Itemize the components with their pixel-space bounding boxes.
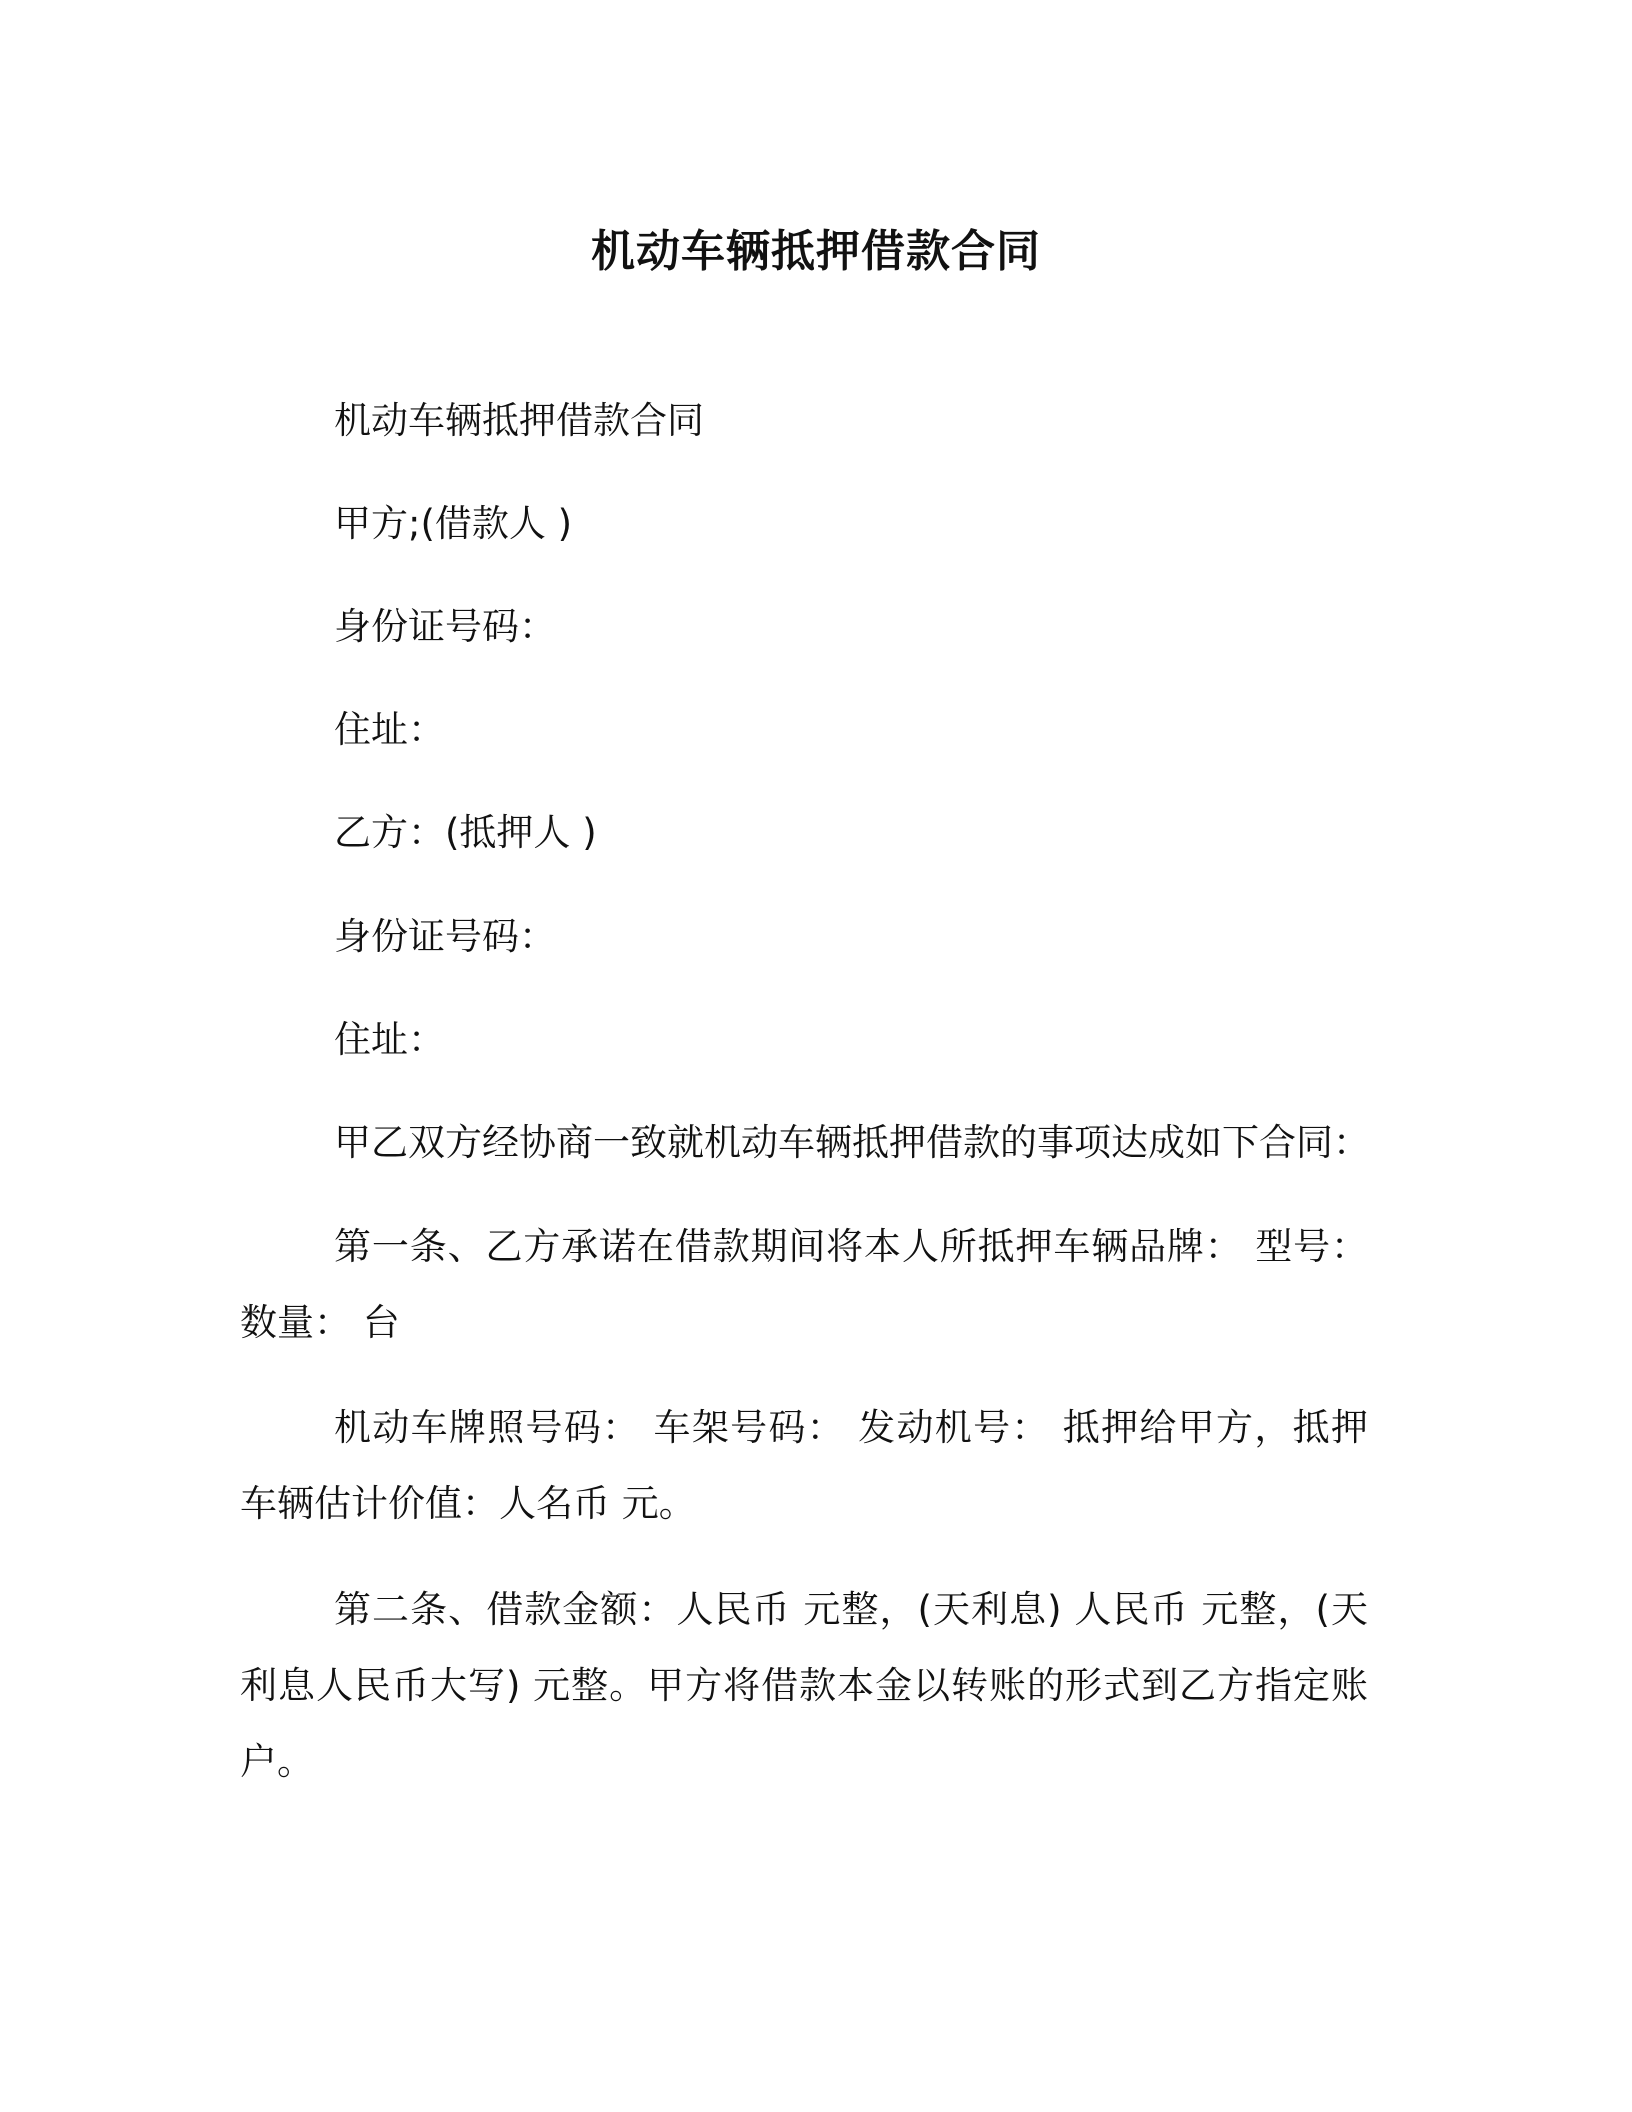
party-b-address-label: 住址： — [334, 1018, 445, 1061]
contract-heading: 机动车辆抵押借款合同 — [334, 399, 704, 442]
party-a-label: 甲方;(借款人 ) — [334, 502, 573, 545]
preamble-text: 甲乙双方经协商一致就机动车辆抵押借款的事项达成如下合同： — [334, 1121, 1370, 1164]
article-1: 第一条、乙方承诺在借款期间将本人所抵押车辆品牌： 型号： 数量： 台 — [240, 1225, 1368, 1344]
article-2: 第二条、借款金额：人民币 元整，(天利息) 人民币 元整，(天利息人民币大写) 元整。甲方将借款本金以转账的形式到乙方指定账户。 — [240, 1588, 1368, 1783]
article-1-continued: 机动车牌照号码： 车架号码： 发动机号： 抵押给甲方，抵押车辆估计价值：人名币 元。 — [240, 1406, 1368, 1525]
document-title: 机动车辆抵押借款合同 — [591, 226, 1041, 277]
party-b-label: 乙方：(抵押人 ) — [334, 811, 597, 854]
party-a-address-label: 住址： — [334, 708, 445, 751]
party-a-id-label: 身份证号码： — [334, 605, 556, 648]
party-b-id-label: 身份证号码： — [334, 915, 556, 958]
